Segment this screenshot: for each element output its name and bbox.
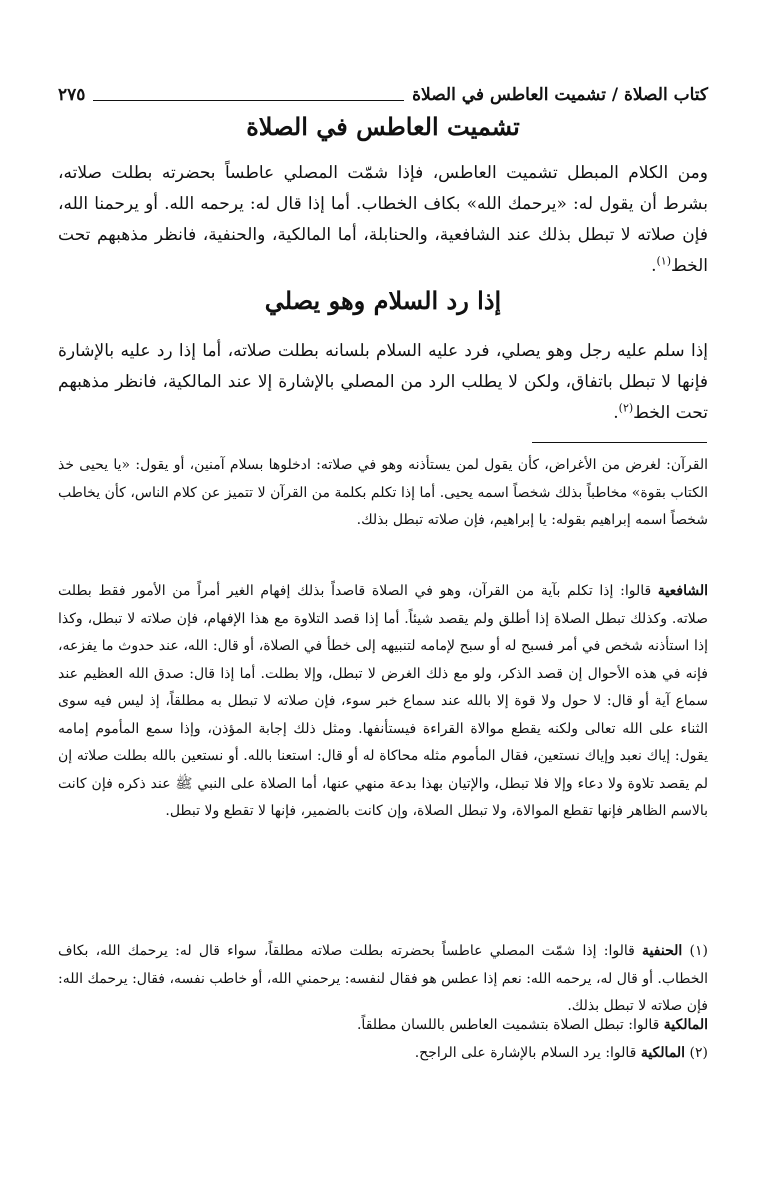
madhhab-label-shafii: الشافعية xyxy=(657,583,708,599)
footnote-ref-2[interactable]: (٢) xyxy=(618,401,634,415)
footnote-1-hanafi xyxy=(58,938,708,1022)
madhhab-label-hanafi: الحنفية xyxy=(642,943,683,959)
footnote-maliki2-text: قالوا: يرد السلام بالإشارة على الراجح. xyxy=(414,1045,641,1061)
madhhab-label-maliki: المالكية xyxy=(663,1017,708,1033)
paragraph-end: . xyxy=(613,403,619,423)
footnote-shafii xyxy=(58,578,708,936)
paragraph-salam-text: إذا سلم عليه رجل وهو يصلي، فرد عليه السلام بلسانه بطلت صلاته، أما إذا رد عليه بالإشارة فإنها لا تبطل باتفاق، ولكن لا يطلب الرد من المصلي بالإشارة إلا عند المالكية، فانظر مذهبهم تحت الخط xyxy=(58,341,708,423)
paragraph-salam xyxy=(58,336,708,436)
footnote-shafii-text: قالوا: إذا تكلم بآية من القرآن، وهو في الصلاة قاصداً بذلك إفهام الغير أمراً من الأمور فقط بطلت صلاته. وكذلك تبطل الصلاة إذا أطلق ولم يقصد شيئاً. أما إذا قصد التلاوة مع هذا الإفهام، فإن صلاته لا تبطل، وكذا إذا استأذنه شخص في أمر فسبح له أو سبح لإمامه لتنبيهه إلى خطأ في الصلاة، أو قال: الله، عند حدوث ما يفزعه، فإنه في هذه الأحوال إن قصد الذكر، ولو مع ذلك الغرض لا تبطل، وإلا بطلت. أما إذا قال: صدق الله العظيم عند سماع آية أو قال: لا حول ولا قوة إلا بالله عند سماع خبر سوء، فإن صلاته لا تبطل به مطلقاً، إذ ليس فيه سوى الثناء على الله تعالى ولكنه يقطع موالاة القراءة فيستأنفها. ومثل ذلك إجابة المؤذن، وإذا سمع المأموم إمامه يقول: إياك نعبد وإياك نستعين، فقال المأموم مثله محاكاة له أو قال: استعنا بالله. أو نستعين بالله بطلت صلاته إن لم يقصد تلاوة ولا دعاء وإلا فلا تبطل، والإتيان بهذا بدعة منهي عنها، أما الصلاة على النبي ﷺ عند ذكره فإن كانت بالاسم الظاهر فإنها تقطع الموالاة، ولا تبطل الصلاة، وإن كانت بالضمير، فإنها لا تقطع ولا تبطل. xyxy=(58,583,708,819)
page-number: ٢٧٥ xyxy=(58,85,86,105)
section-title-sneezer: تشميت العاطس في الصلاة xyxy=(246,112,520,141)
page-header xyxy=(58,82,708,108)
footnote-ref-1[interactable]: (١) xyxy=(656,254,671,268)
footnote-1-maliki xyxy=(58,1012,708,1042)
footnote-hanafi-text: قالوا: إذا شمّت المصلي عاطساً بحضرته بطلت صلاته مطلقاً، سواء قال له: يرحمك الله، بكاف الخطاب. أو قال له، يرحمه الله: نعم إذا عطس هو فقال لنفسه: يرحمني الله، أو خاطب نفسه، فقال: يرحمك الله: فإن صلاته لا تبطل بذلك. xyxy=(57,943,708,1014)
madhhab-label-maliki: المالكية xyxy=(640,1045,686,1061)
footnote-maliki-text: قالوا: تبطل الصلاة بتشميت العاطس باللسان مطلقاً. xyxy=(356,1017,664,1033)
paragraph-sneezer-text: ومن الكلام المبطل تشميت العاطس، فإذا شمّت المصلي عاطساً بحضرته بطلت صلاته، بشرط أن يقول له: «يرحمك الله» بكاف الخطاب. أما إذا قال له: يرحمه الله. أو يرحمنا الله، فإن صلاته لا تبطل بذلك عند الشافعية، والحنابلة، أما المالكية، والحنفية، فانظر مذهبهم تحت الخط xyxy=(58,163,708,276)
footnote-2-maliki xyxy=(58,1040,708,1070)
footnote-number-1: (١) xyxy=(689,943,708,959)
paragraph-end: . xyxy=(651,256,657,276)
footnote-quran: القرآن: لغرض من الأغراض، كأن يقول لمن يستأذنه وهو في صلاته: ادخلوها بسلام آمنين، أو يقول: «يا يحيى خذ الكتاب بقوة» مخاطباً بذلك شخصاً اسمه يحيى. أما إذا تكلم بكلمة من القرآن لا تتميز عن كلام الناس، كأن يخاطب شخصاً اسمه إبراهيم بقوله: يا إبراهيم، فإن صلاته تبطل بذلك. xyxy=(58,457,708,528)
paragraph-sneezer xyxy=(58,158,708,288)
section-title-salam: إذا رد السلام وهو يصلي xyxy=(264,286,502,315)
running-title: كتاب الصلاة / تشميت العاطس في الصلاة xyxy=(412,85,708,105)
header-rule xyxy=(93,90,404,101)
footnote-separator xyxy=(532,442,707,443)
footnote-number-2: (٢) xyxy=(689,1045,708,1061)
